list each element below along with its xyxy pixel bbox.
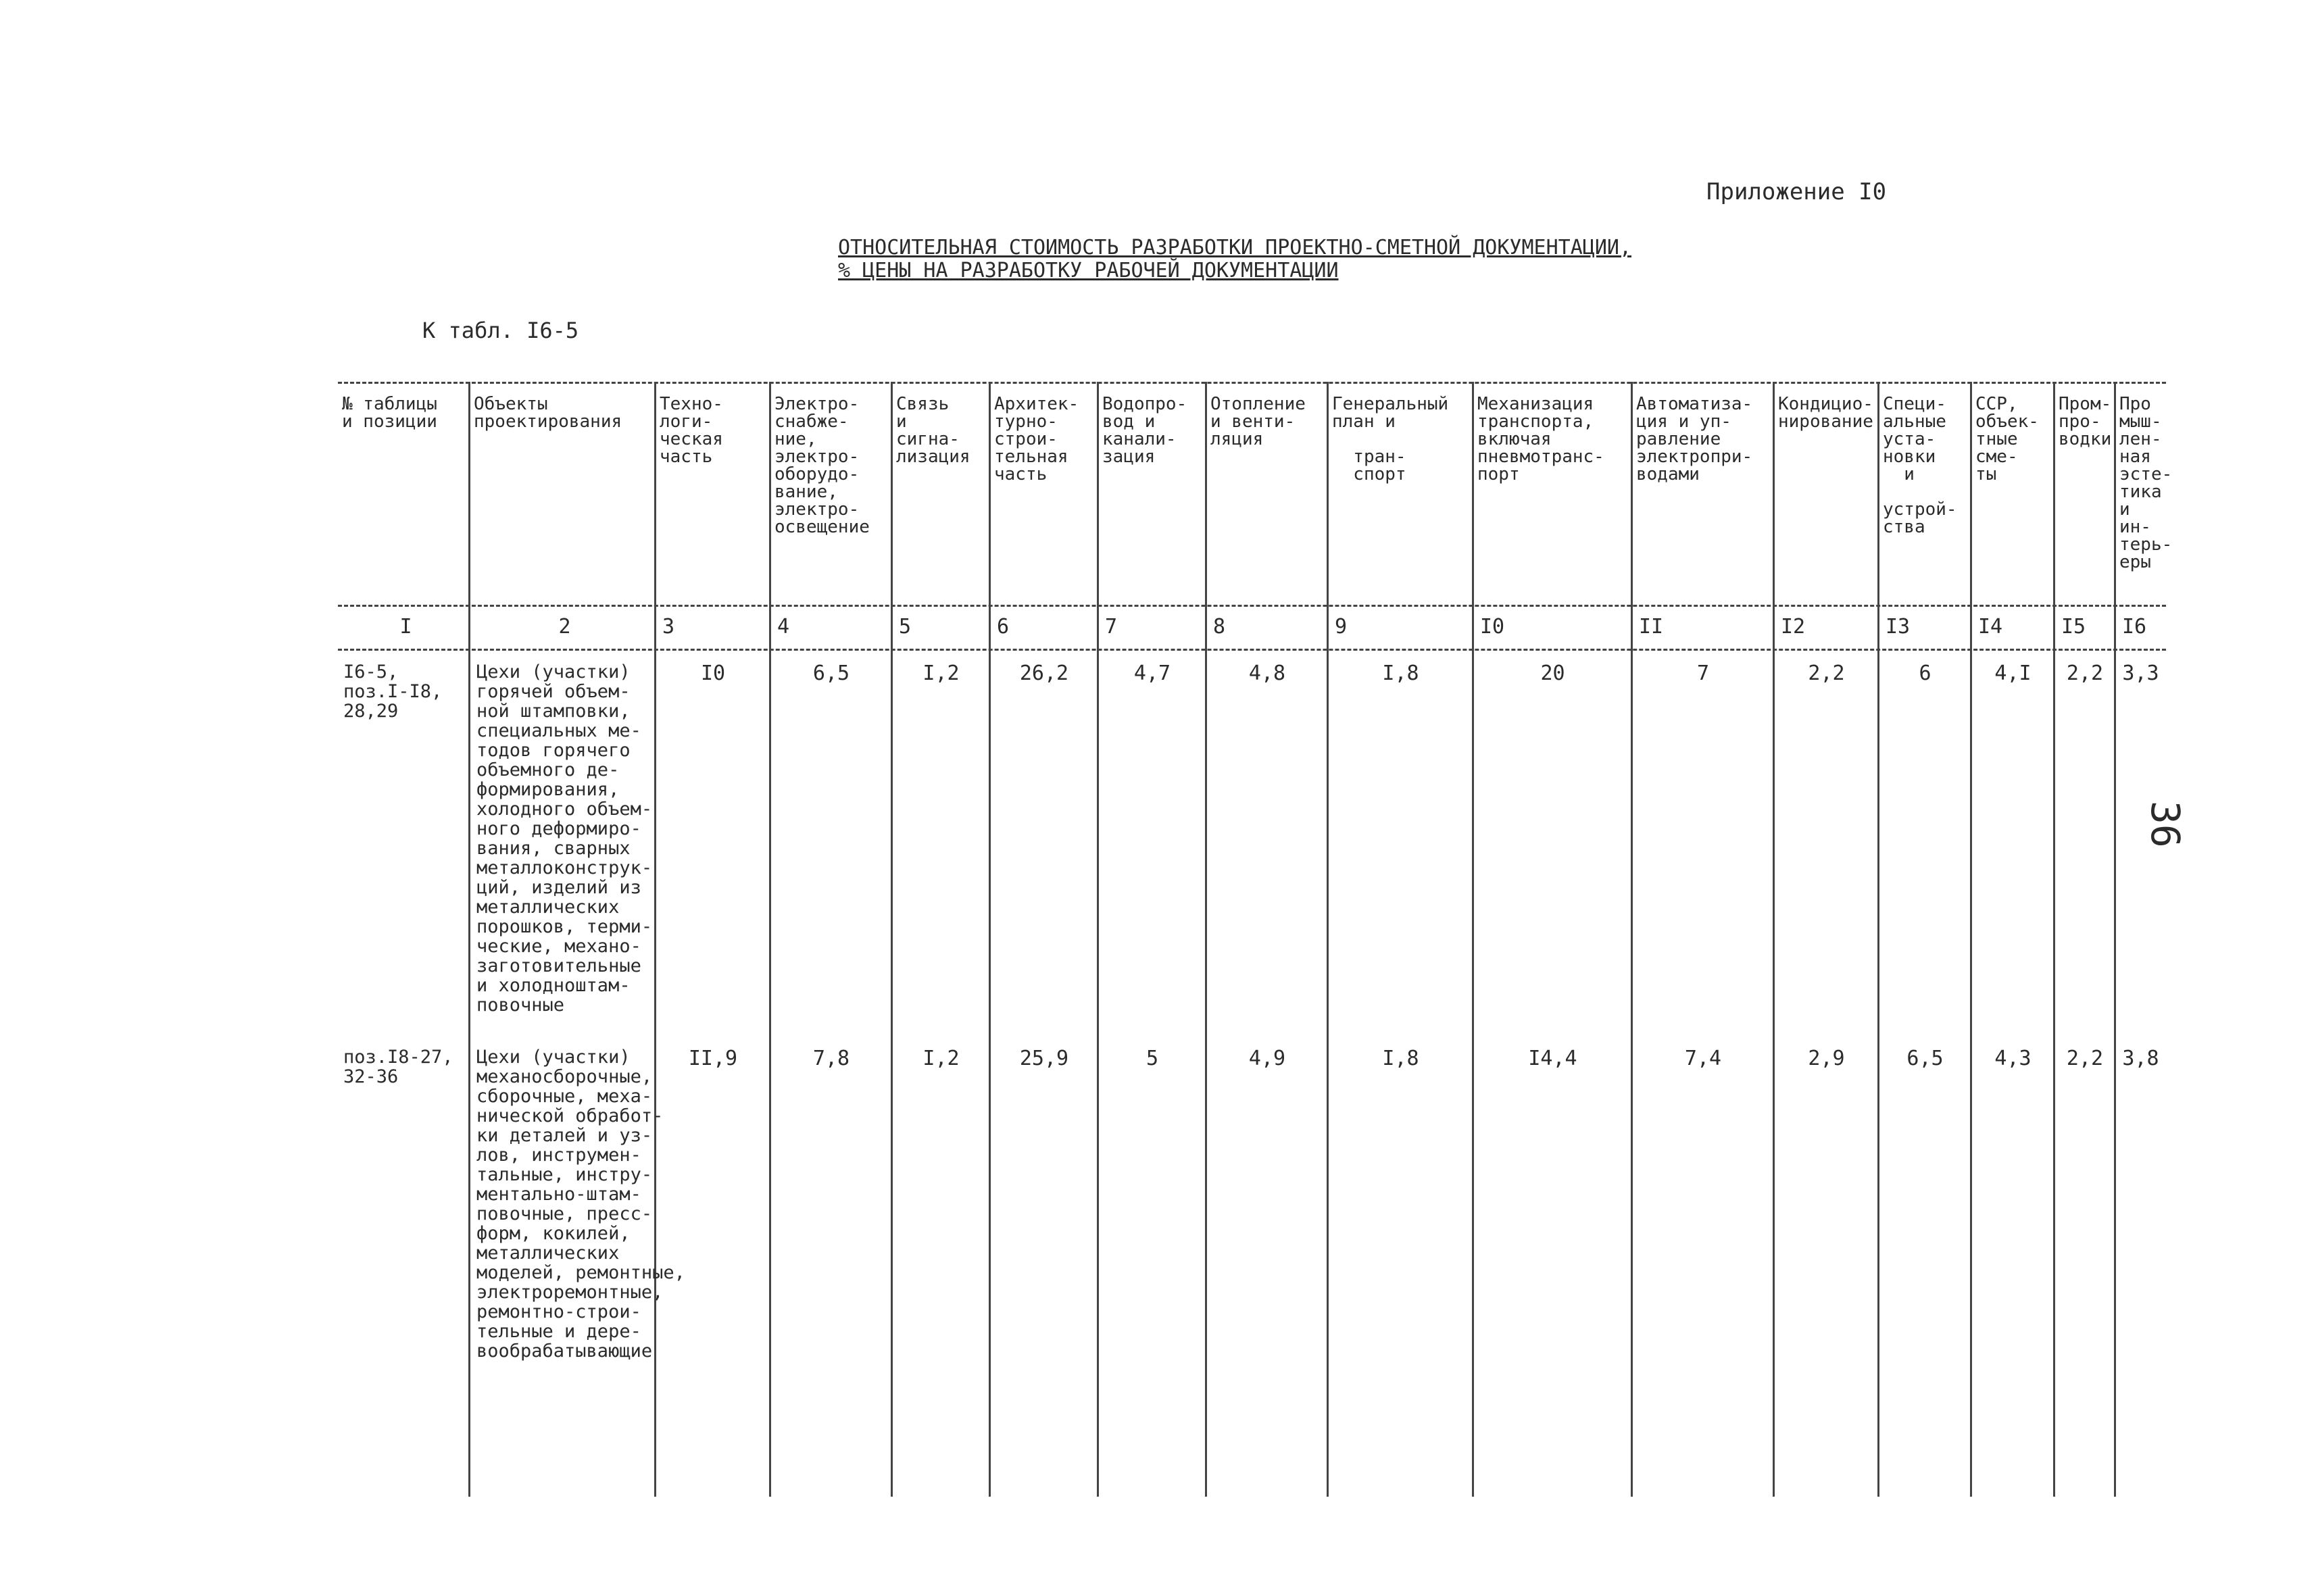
column-header: Кондицио- нирование: [1778, 394, 1873, 432]
value-cell: 4,3: [1994, 1047, 2032, 1070]
value-cell: 7,4: [1684, 1047, 1722, 1070]
value-cell: I,8: [1382, 1047, 1419, 1070]
column-divider: [2053, 382, 2055, 1497]
value-cell: 4,8: [1248, 662, 1286, 685]
column-header: Специ- альные уста- новки и устрой- ства: [1883, 394, 1957, 537]
value-cell: 5: [1146, 1047, 1159, 1070]
column-divider: [654, 382, 656, 1497]
column-number: 7: [1105, 615, 1118, 639]
appendix-label: Приложение I0: [1706, 178, 1887, 205]
table-reference: К табл. I6-5: [422, 318, 579, 343]
column-number: I2: [1781, 615, 1806, 639]
value-cell: 26,2: [1019, 662, 1069, 685]
column-header: Водопро- вод и канали- зация: [1102, 394, 1187, 467]
value-cell: 4,7: [1133, 662, 1171, 685]
column-header: Генеральный план и тран- спорт: [1332, 394, 1449, 484]
object-cell: Цехи (участки) горячей объем- ной штамповки, специальных ме- тодов горячего объемного де- формирования, холодного объем- ного деформиро- вания, сварных металлоконструк- ций, изделий из металлических порошков, терми- ческие, механо- заготовительные и холодноштам- повочные: [476, 662, 653, 1016]
column-number: 4: [777, 615, 790, 639]
column-number: I4: [1978, 615, 2003, 639]
column-number: 6: [997, 615, 1010, 639]
column-divider: [1472, 382, 1474, 1497]
cost-table: [338, 382, 2173, 1497]
column-number: 8: [1213, 615, 1226, 639]
column-header: Техно- логи- ческая часть: [660, 394, 723, 467]
column-header: Электро- снабже- ние, электро- оборудо- вание, электро- освещение: [774, 394, 870, 537]
column-divider: [1877, 382, 1879, 1497]
column-divider: [891, 382, 893, 1497]
document-title: [838, 236, 1631, 282]
column-divider: [468, 382, 470, 1497]
value-cell: 3,3: [2122, 662, 2159, 685]
column-header: Отопление и венти- ляция: [1210, 394, 1306, 449]
column-divider: [1205, 382, 1207, 1497]
column-number: 5: [899, 615, 912, 639]
page-number: 36: [2142, 801, 2188, 848]
value-cell: 2,9: [1808, 1047, 1845, 1070]
table-rule: [338, 605, 2166, 607]
object-cell: Цехи (участки) механосборочные, сборочные, меха- нической обработ- ки деталей и уз- лов, инструмен- тальные, инстру- ментально-штам- повочные, пресс- форм, кокилей, металлических моделей, ремонтные, электроремонтные, ремонтно-строи- тельные и дере- вообрабатывающие: [476, 1047, 685, 1362]
value-cell: 4,I: [1994, 662, 2032, 685]
column-divider: [989, 382, 991, 1497]
column-number: 2: [558, 615, 571, 639]
table-rule: [338, 649, 2166, 651]
column-number: I6: [2122, 615, 2147, 639]
value-cell: 6,5: [812, 662, 850, 685]
title-line-2: % ЦЕНЫ НА РАЗРАБОТКУ РАБОЧЕЙ ДОКУМЕНТАЦИИ: [838, 259, 1339, 282]
column-header: Связь и сигна- лизация: [896, 394, 970, 467]
column-divider: [2114, 382, 2116, 1497]
value-cell: I,8: [1382, 662, 1419, 685]
column-number: I5: [2061, 615, 2086, 639]
column-divider: [1327, 382, 1329, 1497]
position-cell: I6-5, поз.I-I8, 28,29: [343, 662, 443, 722]
value-cell: 6: [1919, 662, 1931, 685]
column-divider: [769, 382, 771, 1497]
column-divider: [1631, 382, 1633, 1497]
value-cell: I4,4: [1528, 1047, 1577, 1070]
value-cell: 3,8: [2122, 1047, 2159, 1070]
value-cell: 25,9: [1019, 1047, 1069, 1070]
column-divider: [1097, 382, 1099, 1497]
table-rule: [338, 382, 2166, 384]
value-cell: II,9: [688, 1047, 738, 1070]
column-header: Объекты проектирования: [474, 394, 622, 432]
title-line-1: ОТНОСИТЕЛЬНАЯ СТОИМОСТЬ РАЗРАБОТКИ ПРОЕКТНО-СМЕТНОЙ ДОКУМЕНТАЦИИ,: [838, 236, 1631, 259]
value-cell: 20: [1540, 662, 1565, 685]
column-number: I: [399, 615, 412, 639]
column-header: Про мыш- лен- ная эсте- тика и ин- терь- еры: [2119, 394, 2173, 572]
column-divider: [1773, 382, 1775, 1497]
value-cell: 4,9: [1248, 1047, 1286, 1070]
column-header: № таблицы и позиции: [342, 394, 437, 432]
column-number: II: [1639, 615, 1664, 639]
value-cell: I,2: [922, 1047, 960, 1070]
column-number: I3: [1886, 615, 1911, 639]
column-header: Механизация транспорта, включая пневмотранс- порт: [1477, 394, 1604, 484]
column-number: 9: [1335, 615, 1348, 639]
value-cell: 6,5: [1906, 1047, 1944, 1070]
value-cell: 7,8: [812, 1047, 850, 1070]
column-divider: [1970, 382, 1972, 1497]
column-header: Архитек- турно- строи- тельная часть: [994, 394, 1079, 484]
value-cell: 2,2: [1808, 662, 1845, 685]
column-number: 3: [662, 615, 675, 639]
value-cell: I,2: [922, 662, 960, 685]
column-header: ССР, объек- тные сме- ты: [1975, 394, 2039, 484]
value-cell: I0: [700, 662, 726, 685]
column-number: I0: [1480, 615, 1505, 639]
column-header: Автоматиза- ция и уп- равление электропри- водами: [1636, 394, 1753, 484]
column-header: Пром- про- водки: [2059, 394, 2112, 449]
position-cell: поз.I8-27, 32-36: [343, 1047, 453, 1087]
value-cell: 2,2: [2066, 1047, 2104, 1070]
value-cell: 2,2: [2066, 662, 2104, 685]
value-cell: 7: [1696, 662, 1710, 685]
